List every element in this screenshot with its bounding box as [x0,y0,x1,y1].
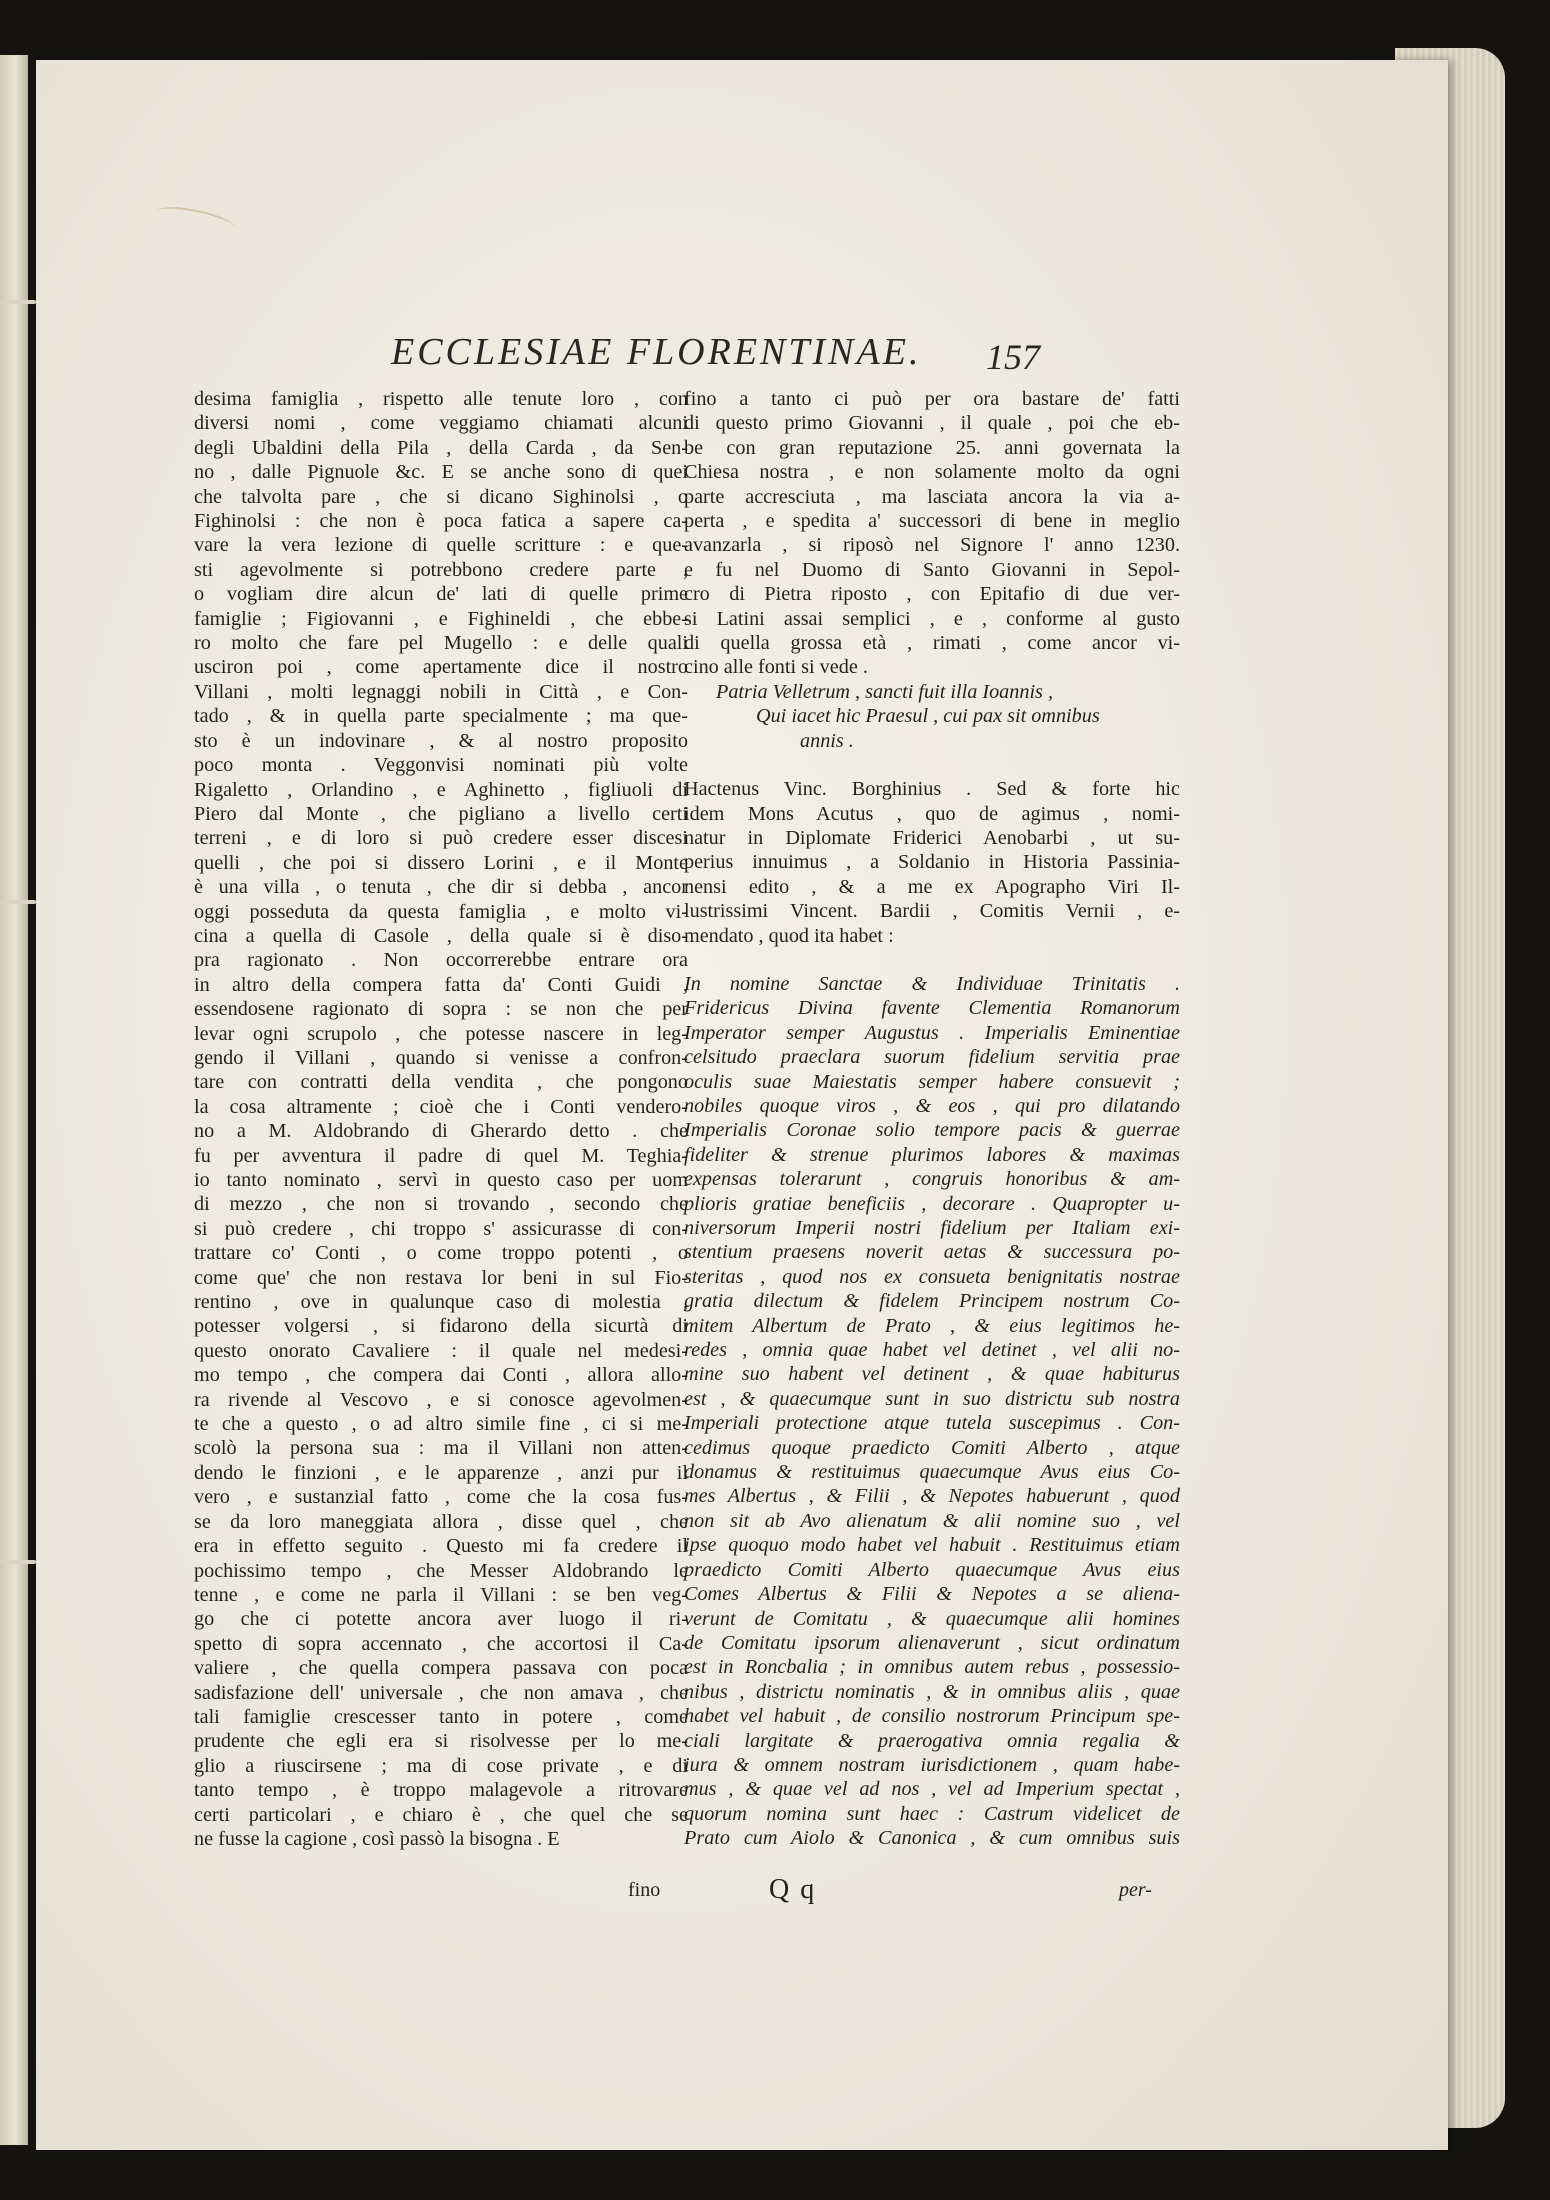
text-line: desima famiglia , rispetto alle tenute loro , con [194,388,688,410]
text-line: vero , e sustanzial fatto , come che la cosa fus- [194,1486,688,1509]
text-line: nobiles quoque viros , & eos , qui pro dilatando [684,1094,1180,1117]
text-line: famiglie ; Figiovanni , e Fighineldi , che ebbe- [194,607,688,630]
text-line: no a M. Aldobrando di Gherardo detto . che [194,1120,688,1143]
text-line: cedimus quoque praedicto Comiti Alberto , atque [684,1436,1180,1459]
text-line: de Comitatu ipsorum alienaverunt , sicut ordinatum [684,1631,1180,1654]
text-line: donamus & restituimus quaecumque Avus eius Co- [684,1461,1180,1484]
text-line: iura & omnem nostram iurisdictionem , quam habe- [684,1753,1180,1776]
text-line: oggi posseduta da questa famiglia , e molto vi- [194,900,688,923]
text-line: sto è un indovinare , & al nostro proposito [194,729,688,752]
text-line: ra rivende al Vescovo , e si conosce agevolmen- [194,1388,688,1411]
text-line: nensi edito , & a me ex Apographo Viri Il- [684,875,1180,898]
running-head [36,330,1448,380]
text-line: la cosa altramente ; cioè che i Conti vendero- [194,1095,688,1118]
text-line: mus , & quae vel ad nos , vel ad Imperium spectat , [684,1778,1180,1801]
text-line: te che a questo , o ad altro simile fine , ci si me- [194,1413,688,1436]
binding-thread [0,1560,36,1564]
text-line: expensas tolerarunt , congruis honoribus & am- [684,1168,1180,1191]
text-line: essendosene ragionato di sopra : se non che per [194,998,688,1021]
text-line: si può credere , chi troppo s' assicurasse di con- [194,1217,688,1240]
text-line: be con gran reputazione 25. anni governata la [684,436,1180,459]
text-line: niversorum Imperii nostri fidelium per Italiam exi- [684,1217,1180,1239]
text-line: di questo primo Giovanni , il quale , poi che eb- [684,412,1180,435]
text-line: valiere , che quella compera passava con poca [194,1657,688,1680]
text-line: quorum nomina sunt haec : Castrum videlicet de [684,1802,1180,1825]
text-line: est , & quaecumque sunt in suo districtu sub nostra [684,1387,1180,1410]
text-line: lustrissimi Vincent. Bardii , Comitis Vernii , e- [684,900,1180,923]
text-line: pra ragionato . Non occorrerebbe entrare ora [194,949,688,972]
text-line: ciali largitate & praerogativa omnia regalia & [684,1729,1180,1752]
text-line: tenne , e come ne parla il Villani : se ben veg- [194,1583,688,1606]
binding-thread [0,900,36,904]
text-line: go che ci potette ancora aver luogo il ri- [194,1608,688,1631]
text-line: Imperialis Coronae solio tempore pacis & guerrae [684,1119,1180,1142]
text-line: Chiesa nostra , e non solamente molto da ogni [684,461,1180,484]
text-line: Hactenus Vinc. Borghinius . Sed & forte hic [684,778,1180,801]
text-line: perius innuimus , a Soldanio in Historia Passinia- [684,851,1180,874]
text-line: mes Albertus , & Filii , & Nepotes habuerunt , quod [684,1485,1180,1508]
text-line: o vogliam dire alcun de' lati di quelle prime [194,583,688,606]
text-line: est in Roncbalia ; in omnibus autem rebus , possessio- [684,1656,1180,1679]
text-line: certi particolari , e chiaro è , che quel che se [194,1803,688,1826]
text-line: Fighinolsi : che non è poca fatica a sapere ca- [194,510,688,533]
left-column [194,387,688,1851]
text-line: Comes Albertus & Filii & Nepotes a se aliena- [684,1583,1180,1606]
text-line: Rigaletto , Orlandino , e Aghinetto , figliuoli di [194,778,688,801]
text-line: fu per avventura il padre di quel M. Teghia- [194,1144,688,1167]
text-line: celsitudo praeclara suorum fidelium servitia prae [684,1046,1180,1069]
text-line: non sit ab Avo alienatum & alii nomine suo , vel [684,1509,1180,1532]
text-line: usciron poi , come apertamente dice il nostro [194,656,688,679]
text-line: si Latini assai semplici , e , conforme al gusto [684,607,1180,630]
text-line: questo onorato Cavaliere : il quale nel medesi- [194,1339,688,1362]
text-line: mine suo habent vel detinent , & quae habiturus [684,1363,1180,1386]
text-line: steritas , quod nos ex consueta benignitatis nostrae [684,1265,1180,1288]
right-intro-text [684,387,1180,680]
binding-thread [0,300,36,304]
text-line: vare la vera lezione di quelle scritture : e que- [194,534,688,557]
text-line: tanto tempo , è troppo malagevole a ritrovare [194,1779,688,1802]
text-line: verunt de Comitatu , & quaecumque alii homines [684,1607,1180,1630]
text-line: Prato cum Aiolo & Canonica , & cum omnibus suis [684,1827,1180,1850]
page-number: 157 [986,337,1040,377]
text-line: avanzarla , si riposò nel Signore l' anno 1230. [684,534,1180,557]
text-line: sti agevolmente si potrebbono credere parte , [194,558,688,581]
text-line: che talvolta pare , che si dicano Sighinolsi , o [194,485,688,508]
text-line: poco monta . Veggonvisi nominati più volte [194,754,688,777]
text-line: sadisfazione dell' universale , che non amava , che [194,1681,688,1704]
text-line: natur in Diplomate Friderici Aenobarbi , ut su- [684,826,1180,849]
text-line: trattare co' Conti , o come troppo potenti , o [194,1242,688,1265]
text-line: redes , omnia quae habet vel detinet , vel alii no- [684,1339,1180,1362]
text-line: era in effetto seguito . Questo mi fa credere il [194,1535,688,1558]
charter-text [684,972,1180,1851]
text-line: potesser volgersi , si fidarono della sicurtà di [194,1315,688,1338]
text-line: rentino , ove in qualunque caso di molestia , [194,1291,688,1314]
text-line: glio a riuscirsene ; ma di cose private , e di [194,1754,688,1777]
text-line: in altro della compera fatta da' Conti Guidi , [194,973,688,996]
text-line: tare con contratti della vendita , che pongono [194,1071,688,1094]
signature-mark: Q q [769,1874,817,1905]
text-line: Imperiali protectione atque tutela suscepimus . Con- [684,1412,1180,1435]
text-line: prudente che egli era si risolvesse per lo me- [194,1730,688,1753]
text-line: levar ogni scrupolo , che potesse nascere in leg- [194,1022,688,1045]
text-line: gratia dilectum & fidelem Principem nostrum Co- [684,1290,1180,1313]
text-line: quelli , che poi si dissero Lorini , e il Monte [194,851,688,874]
text-line: Qui iacet hic Praesul , cui pax sit omnibus [756,705,1100,728]
text-line: scolò la persona sua : ma il Villani non atten- [194,1437,688,1460]
text-line: ipse quoquo modo habet vel habuit . Restituimus etiam [684,1534,1180,1557]
text-line: Imperator semper Augustus . Imperialis Eminentiae [684,1021,1180,1044]
text-line: e fu nel Duomo di Santo Giovanni in Sepol- [684,558,1180,581]
adjacent-page-edge [0,55,28,2145]
text-line: ne fusse la cagione , così passò la bisogna . E [194,1827,560,1850]
text-line: tali famiglie crescesser tanto in potere , come [194,1705,688,1728]
text-line: pochissimo tempo , che Messer Aldobrando le [194,1559,688,1582]
text-line: Patria Velletrum , sancti fuit illa Ioannis , [716,680,1054,703]
text-line: cina a quella di Casole , della quale si è diso- [194,924,688,947]
text-line: oculis suae Maiestatis semper habere consuevit ; [684,1070,1180,1093]
catchword-right: per- [1119,1879,1152,1901]
text-line: spetto di sopra accennato , che accortosi il Ca- [194,1632,688,1655]
text-line: come que' che non restava lor beni in sul Fio- [194,1266,688,1289]
text-line: idem Mons Acutus , quo de agimus , nomi- [684,802,1180,825]
text-line: no , dalle Pignuole &c. E se anche sono di quei [194,461,688,484]
text-line: dendo le finzioni , e le apparenze , anzi pur il [194,1461,688,1484]
text-line: terreni , e di loro si può credere esser discesi [194,827,688,850]
paragraph-gap [684,753,1180,777]
text-line: nibus , districtu nominatis , & in omnibus aliis , quae [684,1680,1180,1703]
paragraph-gap [684,948,1180,972]
text-line: plioris gratiae beneficiis , decorare . Quapropter u- [684,1192,1180,1215]
text-line: annis . [800,729,854,752]
text-line: diversi nomi , come veggiamo chiamati alcuni [194,412,688,435]
text-line: mendato , quod ita habet : [684,924,894,947]
text-line: Fridericus Divina favente Clementia Romanorum [684,997,1180,1020]
epitaph [684,680,1180,753]
text-line: cro di Pietra riposto , con Epitafio di due ver- [684,583,1180,606]
text-line: ro molto che fare pel Mugello : e delle quali [194,632,688,655]
text-line: fino a tanto ci può per ora bastare de' fatti [684,388,1180,410]
text-line: è una villa , o tenuta , che dir si debba , ancor [194,876,688,899]
text-line: In nomine Sanctae & Individuae Trinitatis . [684,972,1180,995]
text-line: cino alle fonti si vede . [684,656,868,679]
running-title: ECCLESIAE FLORENTINAE. [391,331,922,373]
paper-stain [155,202,237,238]
text-line: parte accresciuta , ma lasciata ancora la via a- [684,485,1180,508]
text-line: mitem Albertum de Prato , & eius legitimos he- [684,1314,1180,1337]
text-line: di mezzo , che non si trovando , secondo che [194,1193,688,1216]
text-line: gendo il Villani , quando si venisse a confron- [194,1046,688,1069]
text-line: Villani , molti legnaggi nobili in Città , e Con- [194,680,688,703]
text-line: perta , e spedita a' successori di bene in meglio [684,510,1180,533]
latin-commentary [684,777,1180,948]
text-line: tado , & in quella parte specialmente ; ma que- [194,705,688,728]
text-line: se da loro maneggiata allora , disse quel , che [194,1510,688,1533]
text-line: habet vel habuit , de consilio nostrorum Principum spe- [684,1705,1180,1728]
text-line: stentium praesens noverit aetas & successura po- [684,1241,1180,1264]
text-line: di quella grossa età , rimati , come ancor vi- [684,632,1180,655]
text-line: Piero dal Monte , che pigliano a livello certi [194,802,688,825]
text-line: degli Ubaldini della Pila , della Carda , da Sen- [194,436,688,459]
text-line: praedicto Comiti Alberto quaecumque Avus eius [684,1558,1180,1581]
right-column [684,387,1180,1851]
book-page [36,60,1448,2150]
catchword-left: fino [628,1879,661,1901]
text-line: fideliter & strenue plurimos labores & maximas [684,1143,1180,1166]
text-line: io tanto nominato , servì in questo caso per uom [194,1169,688,1191]
text-line: mo tempo , che compera dai Conti , allora allo- [194,1364,688,1387]
